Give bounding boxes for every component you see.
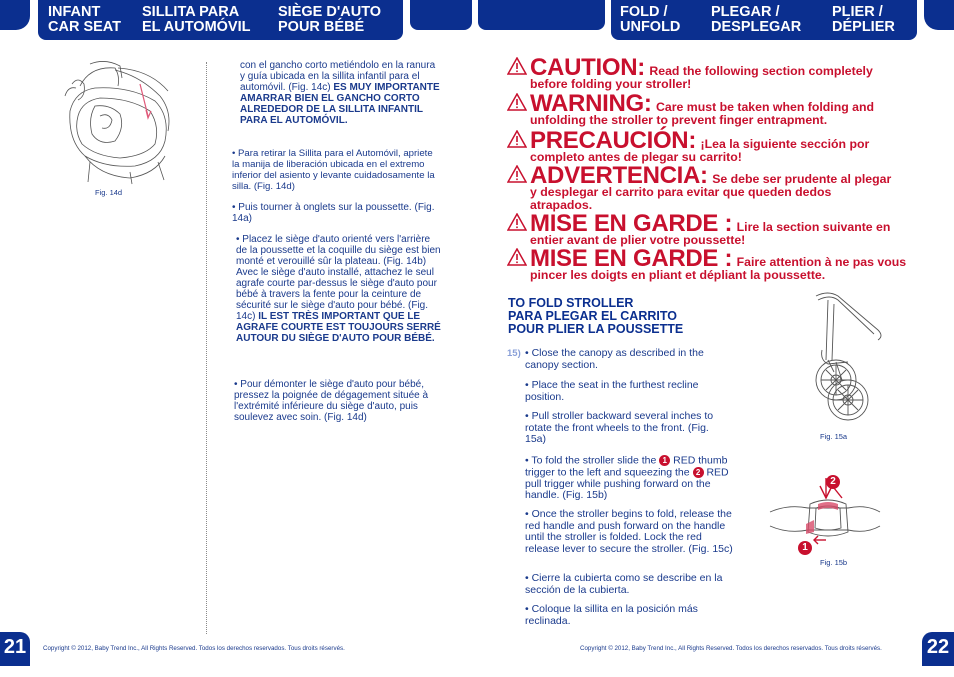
- precaucion-subtext: ¡Lea la siguiente sección por: [700, 137, 870, 151]
- handle-marker-1-label: [798, 539, 812, 557]
- header-sillita-para-el-automovil: SILLITA PARA EL AUTOMÓVIL: [142, 4, 251, 35]
- header-block-left-corner: [0, 0, 30, 30]
- mise-en-garde-1-subtext: Lire la section suivante en: [736, 220, 891, 234]
- marker-1-icon: 1: [798, 541, 812, 555]
- left-header-banner: [38, 0, 403, 40]
- mise-en-garde-2-heading: MISE EN GARDE :: [530, 245, 733, 272]
- mise-en-garde-2-line2: pincer les doigts en pliant et dépliant la poussette.: [530, 268, 826, 282]
- fig-15b-label: Fig. 15b: [820, 558, 848, 567]
- marker-2-icon: 2: [826, 475, 840, 489]
- trigger-1-marker: 1: [659, 455, 670, 466]
- warning-subtext: Care must be taken when folding and: [656, 100, 875, 114]
- warning-warning: [507, 90, 874, 127]
- step-once-folding: • Once the stroller begins to fold, release the red handle and push forward on the handle until the stroller is folded. Lock the red release lever to secure the stroller. (Fig. 15c): [525, 508, 733, 555]
- advertencia-subtext: Se debe ser prudente al plegar: [712, 172, 892, 186]
- step4-part-b: RED thumb trigger to the left and squeezing the: [525, 454, 728, 479]
- caution-triangle-icon: [507, 57, 527, 75]
- precaucion-triangle-icon: [507, 130, 527, 148]
- section-title-fr: POUR PLIER LA POUSSETTE: [508, 322, 684, 336]
- left-paragraph-4: [236, 234, 442, 344]
- step-coloque-sillita: • Coloque la sillita en la posición más reclinada.: [525, 603, 698, 627]
- para4-text: • Placez le siège d'auto orienté vers l'arrière de la poussette et la coquille du siège est bien monté et verouillé sûr la plateau. (Fig. 14b) Avec le siège d'auto installé, attachez le seul agrafe courte par-dessus le siège d'auto pour bébé à travers la fente pour la ceinture de sécurité sur le siège d'auto pour bébé. (Fig. 14c): [236, 234, 441, 322]
- mise-en-garde-1-triangle-icon: [507, 213, 527, 231]
- caution-subtext: Read the following section completely: [649, 64, 873, 78]
- header-block-right-corner: [924, 0, 954, 30]
- step-cierre-cubierta: • Cierre la cubierta como se describe en la sección de la cubierta.: [525, 572, 723, 596]
- header-plegar-desplegar: PLEGAR / DESPLEGAR: [711, 4, 802, 35]
- left-paragraph-3: • Puis tourner à onglets sur la poussette. (Fig. 14a): [232, 202, 435, 224]
- caution-line2: before folding your stroller!: [530, 77, 692, 91]
- trigger-2-marker: 2: [693, 467, 704, 478]
- header-fold-unfold: FOLD / UNFOLD: [620, 4, 681, 35]
- left-column-divider: [206, 62, 207, 634]
- step-pull-backward: • Pull stroller backward several inches to rotate the front wheels to the front. (Fig. 15a): [525, 410, 714, 445]
- page-number-21: 21: [0, 632, 30, 666]
- warning-caution: [507, 54, 873, 91]
- infant-seat-removal-illustration: [60, 56, 180, 186]
- header-block-center-right: [478, 0, 605, 30]
- precaucion-line2: completo antes de plegar su carrito!: [530, 150, 742, 164]
- fig-15a-label: Fig. 15a: [820, 432, 848, 441]
- caution-heading: CAUTION:: [530, 54, 645, 81]
- para1-text: con el gancho corto metiéndolo en la ranura y guía ubicada en la sillita infantil para el automóvil. (Fig. 14c): [240, 60, 436, 93]
- section-title-en: TO FOLD STROLLER: [508, 296, 634, 310]
- warning-heading: WARNING:: [530, 90, 652, 117]
- step-close-canopy: • Close the canopy as described in the canopy section.: [525, 347, 704, 371]
- mise-en-garde-2-subtext: Faire attention à ne pas vous: [736, 255, 907, 269]
- left-paragraph-1: [240, 60, 442, 126]
- step-15-number: 15): [507, 348, 521, 359]
- precaucion-heading: PRECAUCIÓN:: [530, 127, 697, 154]
- right-header-banner: [611, 0, 917, 40]
- step-fold-triggers: [525, 455, 735, 502]
- warning-advertencia: [507, 162, 907, 212]
- header-block-center-left: [410, 0, 472, 30]
- warning-mise-en-garde-1: [507, 210, 890, 247]
- warning-triangle-icon: [507, 93, 527, 111]
- section-title-es: PARA PLEGAR EL CARRITO: [508, 309, 677, 323]
- header-infant-car-seat: INFANT CAR SEAT: [48, 4, 122, 35]
- left-copyright: Copyright © 2012, Baby Trend Inc., All Rights Reserved. Todos los derechos reservados. Tous droits réservés.: [43, 645, 345, 652]
- mise-en-garde-1-heading: MISE EN GARDE :: [530, 210, 733, 237]
- fold-section-title: [508, 297, 683, 336]
- mise-en-garde-2-triangle-icon: [507, 248, 527, 266]
- advertencia-line2: y desplegar el carrito para evitar que queden dedos atrapados.: [530, 185, 832, 212]
- fig-14d-label: Fig. 14d: [95, 188, 123, 197]
- para4-bold-warning: IL EST TRÈS IMPORTANT QUE LE AGRAFE COURTE EST TOUJOURS SERRÉ AUTOUR DU SIÈGE D'AUTO POUR BÉBÉ.: [236, 311, 441, 344]
- handle-marker-2-label: [826, 473, 840, 491]
- left-paragraph-5: • Pour démonter le siège d'auto pour bébé, pressez la poignée de dégagement située à l'extrémité inférieure du siège d'auto, puis soulevez avec soin. (Fig. 14d): [234, 379, 429, 423]
- mise-en-garde-1-line2: entier avant de plier votre poussette!: [530, 233, 746, 247]
- right-copyright: Copyright © 2012, Baby Trend Inc., All Rights Reserved. Todos los derechos reservados. Tous droits réservés.: [580, 645, 882, 652]
- step4-part-a: • To fold the stroller slide the: [525, 454, 657, 467]
- page-number-22: 22: [922, 632, 954, 666]
- header-siege-auto-pour-bebe: SIÈGE D'AUTO POUR BÉBÉ: [278, 4, 382, 35]
- para1-bold-warning: ES MUY IMPORTANTE AMARRAR BIEN EL GANCHO CORTO ALREDEDOR DE LA SILLITA INFANTIL PARA EL AUTOMÓVIL.: [240, 82, 440, 126]
- warning-precaucion: [507, 127, 869, 164]
- warning-line2: unfolding the stroller to prevent finger entrapment.: [530, 113, 828, 127]
- left-paragraph-2: • Para retirar la Sillita para el Automóvil, apriete la manija de liberación ubicada en el extremo inferior del asiento y levante cuidadosamente la silla. (Fig. 14d): [232, 148, 435, 192]
- step4-part-c: RED pull trigger while pushing forward on the handle. (Fig. 15b): [525, 466, 729, 502]
- advertencia-heading: ADVERTENCIA:: [530, 162, 708, 189]
- stroller-front-wheels-illustration: [808, 290, 888, 430]
- step-recline-seat: • Place the seat in the furthest recline position.: [525, 379, 699, 403]
- warning-mise-en-garde-2: [507, 245, 906, 282]
- header-plier-deplier: PLIER / DÉPLIER: [832, 4, 895, 35]
- advertencia-triangle-icon: [507, 165, 527, 183]
